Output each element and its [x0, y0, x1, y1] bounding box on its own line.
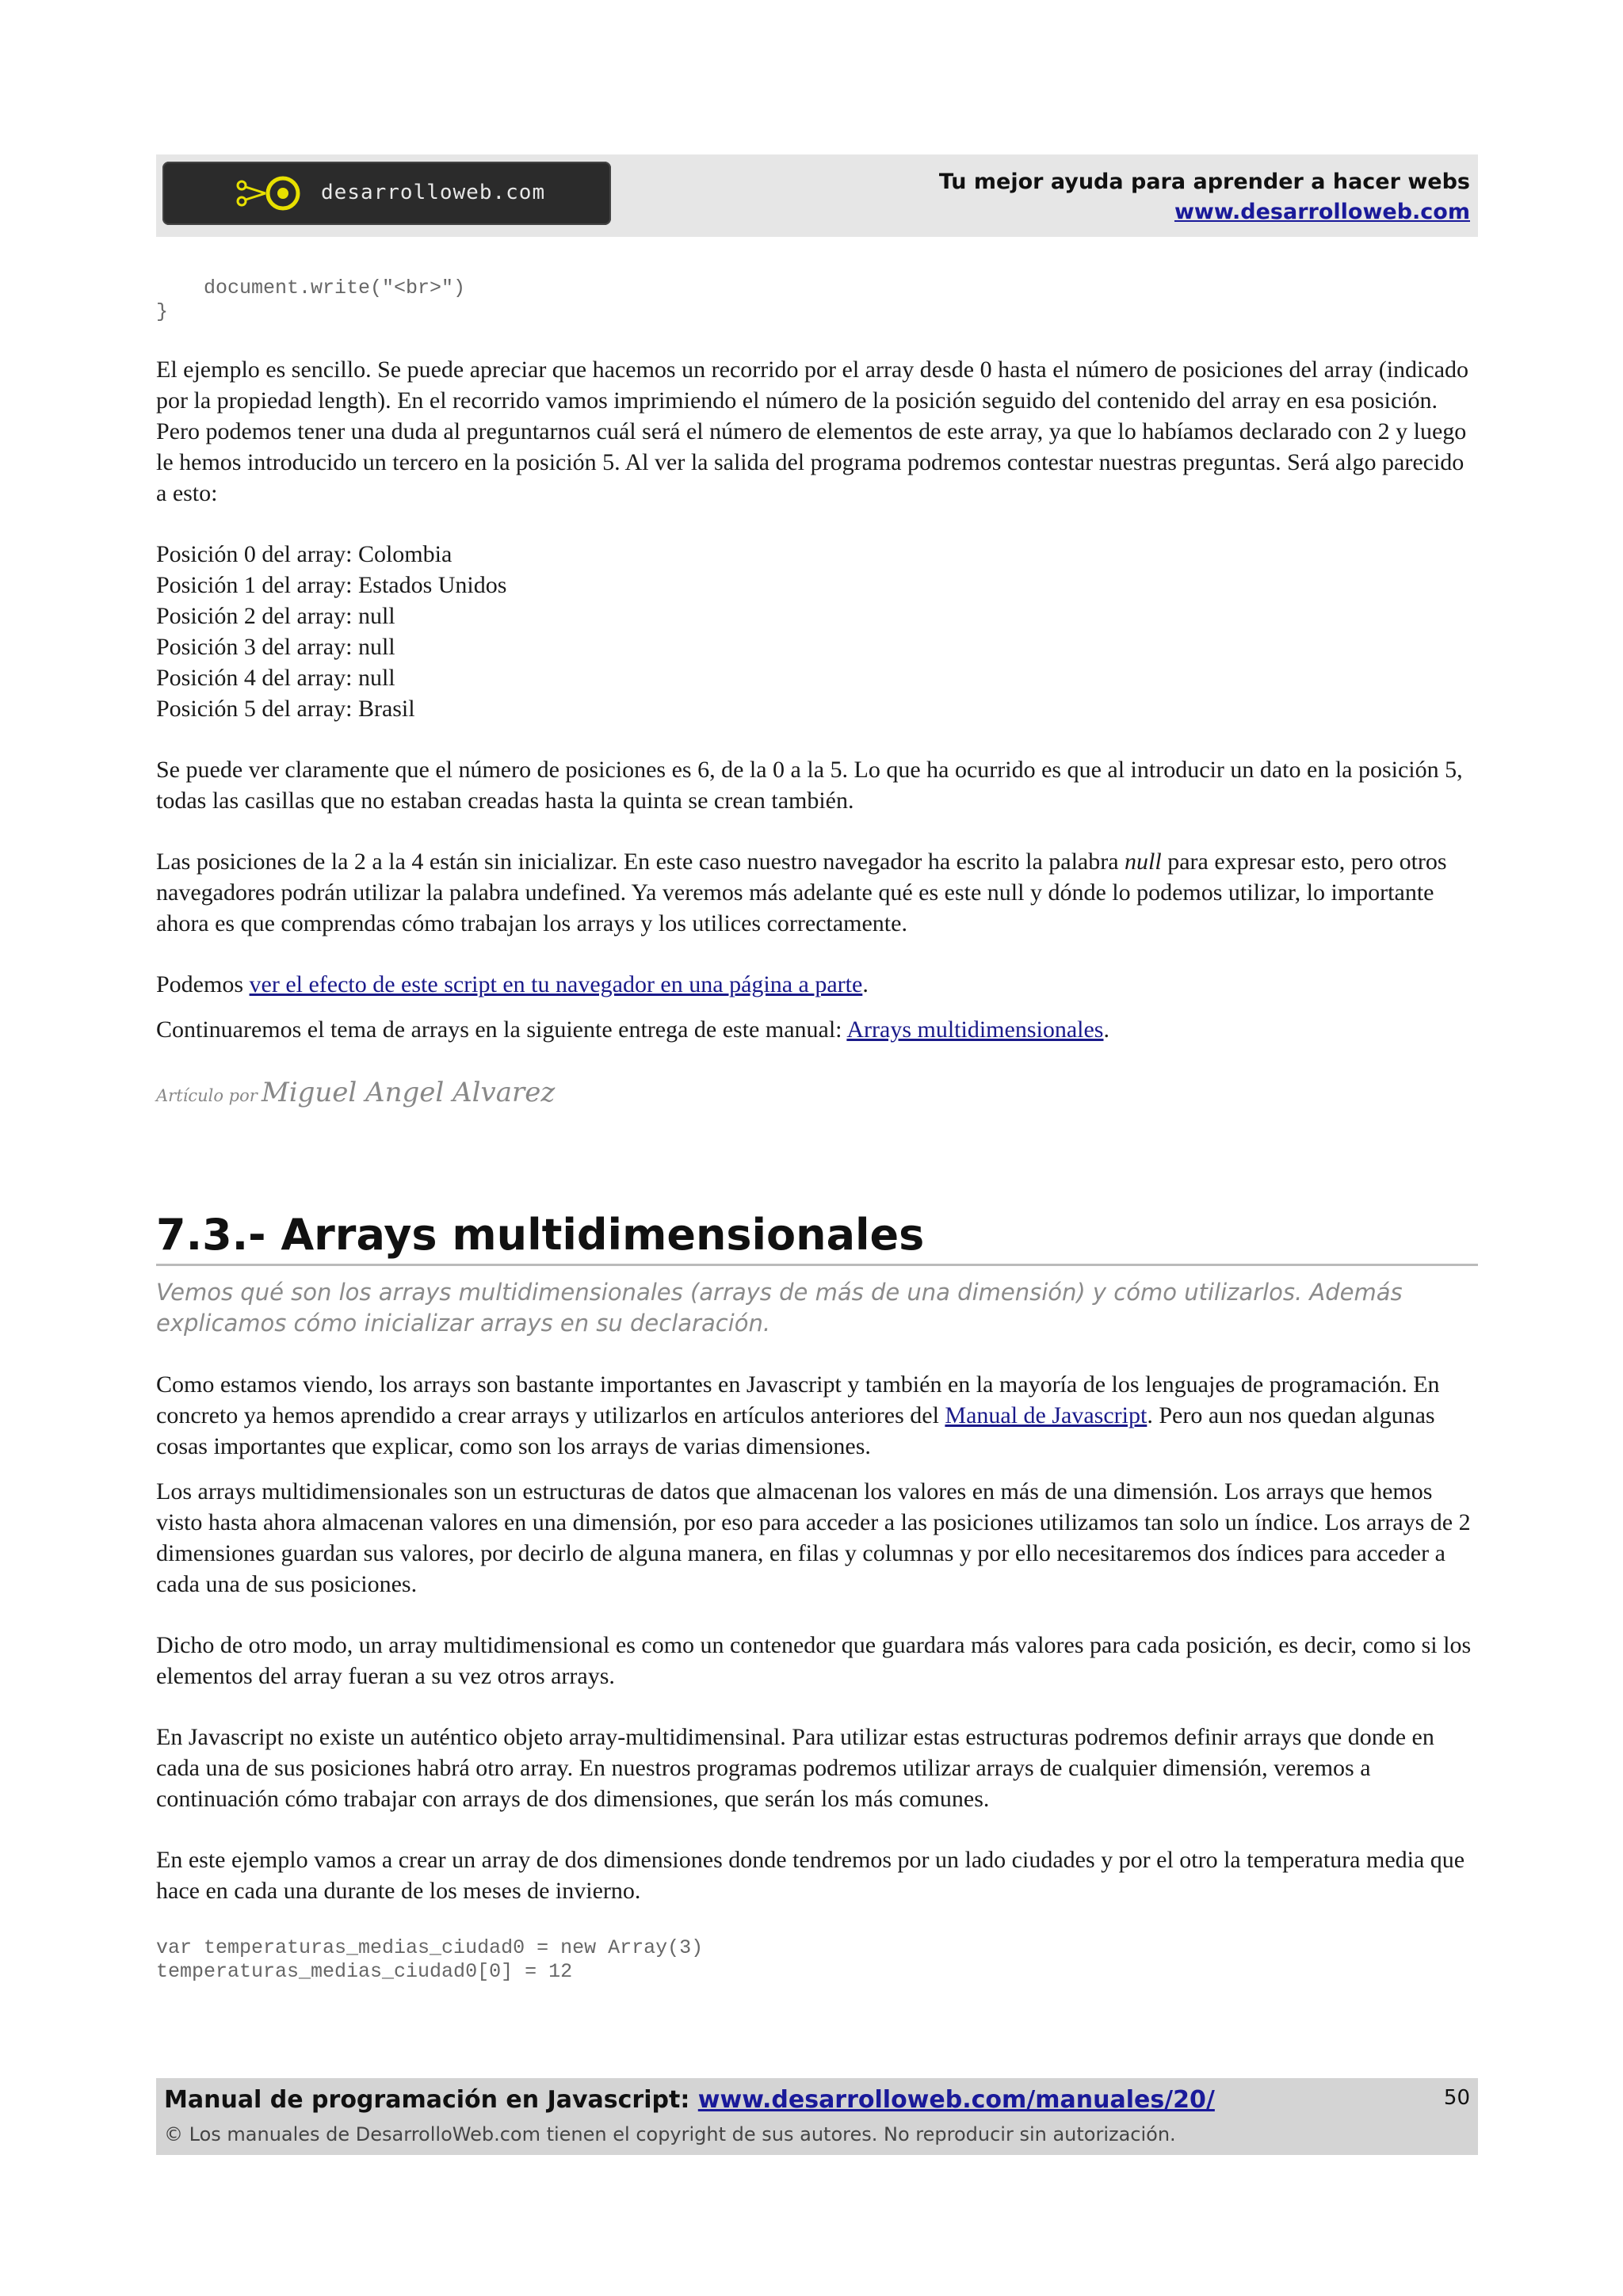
text-run: . Pero aun nos quedan algunas cosas importantes que explicar, como son los arrays de varias dimensiones. — [156, 1402, 1435, 1459]
text-run: Como estamos viendo, los arrays son bastante importantes en Javascript y también en la mayoría de los lenguajes de programación. En concreto ya hemos aprendido a crear arrays y utilizarlos en artículos anteriores del — [156, 1371, 1440, 1428]
site-url-link[interactable]: www.desarrolloweb.com — [1174, 200, 1470, 224]
code-block-bottom — [156, 1936, 1478, 1984]
arrays-multidimensionales-link[interactable]: Arrays multidimensionales — [846, 1016, 1104, 1043]
code-block-top — [156, 277, 1478, 324]
section-title: 7.3.- Arrays multidimensionales — [156, 1210, 1478, 1266]
paragraph — [156, 1014, 1478, 1045]
paragraph: Los arrays multidimensionales son un estructuras de datos que almacenan los valores en más de una dimensión. Los arrays que hemos visto hasta ahora almacenan valores en una dimensión, por eso para acceder a las posiciones utilizamos tan solo un índice. Los arrays de 2 dimensiones guardan sus valores, por decirlo de alguna manera, en filas y columnas y por ello necesitaremos dos índices para acceder a cada una de sus posiciones. — [156, 1478, 1471, 1597]
page-number: 50 — [1443, 2086, 1470, 2110]
paragraph: Se puede ver claramente que el número de posiciones es 6, de la 0 a la 5. Lo que ha ocurrido es que al introducir un dato en la posición 5, todas las casillas que no estaban creadas hasta la quinta se crean también. — [156, 757, 1463, 814]
paragraph: En Javascript no existe un auténtico objeto array-multidimensinal. Para utilizar estas estructuras podremos definir arrays que donde en cada una de sus posiciones habrá otro array. En nuestros programas podremos utilizar arrays de cualquier dimensión, veremos a continuación cómo trabajar con arrays de dos dimensiones, que serán los más comunes. — [156, 1724, 1434, 1812]
author-prefix: Artículo por — [156, 1086, 258, 1105]
text-run: . — [862, 971, 869, 997]
author-name: Miguel Angel Alvarez — [261, 1077, 556, 1108]
page-footer — [156, 2078, 1478, 2155]
list-item: Posición 4 del array: null — [156, 665, 395, 691]
site-logo[interactable] — [162, 162, 611, 225]
text-run: . — [1103, 1016, 1109, 1043]
paragraph: En este ejemplo vamos a crear un array de dos dimensiones donde tendremos por un lado ciudades y por el otro la temperatura media que hace en cada una durante de los meses de invierno. — [156, 1847, 1465, 1904]
header-tagline — [939, 167, 1470, 227]
footer-manual — [164, 2084, 1215, 2116]
text-run: Podemos — [156, 971, 250, 997]
footer-manual-label: Manual de programación en Javascript: — [164, 2086, 698, 2114]
code-line: temperaturas_medias_ciudad0[0] = 12 — [156, 1960, 573, 1983]
paragraph — [156, 969, 1478, 1000]
section-subtitle: Vemos qué son los arrays multidimensionales (arrays de más de una dimensión) y cómo utilizarlos. Además explicamos cómo inicializar arrays en su declaración. — [156, 1279, 1403, 1337]
code-line: var temperaturas_medias_ciudad0 = new Array(3) — [156, 1936, 704, 1959]
document-page — [156, 154, 1478, 1984]
list-item: Posición 2 del array: null — [156, 603, 395, 629]
logo-text: desarrolloweb.com — [321, 181, 546, 204]
paragraph: El ejemplo es sencillo. Se puede apreciar que hacemos un recorrido por el array desde 0 hasta el número de posiciones del array (indicado por la propiedad length). En el recorrido vamos imprimiendo el número de la posición seguido del contenido del array en esa posición. Pero podemos tener una duda al preguntarnos cuál será el número de elementos de este array, ya que lo habíamos declarado con 2 y luego le hemos introducido un tercero en la posición 5. Al ver la salida del programa podremos contestar nuestras preguntas. Será algo parecido a esto: — [156, 357, 1469, 506]
emphasis-null: null — [1125, 849, 1162, 875]
text-run: para expresar esto, pero otros navegadores podrán utilizar la palabra undefined. Ya veremos más adelante qué es este null y dónde lo podemos utilizar, lo importante ahora es que comprendas cómo trabajan los arrays y los utilices correctamente. — [156, 849, 1447, 936]
paragraph: Dicho de otro modo, un array multidimensional es como un contenedor que guardara más valores para cada posición, es decir, como si los elementos del array fueran a su vez otros arrays. — [156, 1632, 1472, 1689]
paragraph — [156, 1369, 1478, 1462]
output-list — [156, 539, 1478, 724]
tagline-text: Tu mejor ayuda para aprender a hacer webs — [938, 170, 1470, 194]
text-run: Continuaremos el tema de arrays en la siguiente entrega de este manual: — [156, 1016, 847, 1043]
list-item: Posición 0 del array: Colombia — [156, 541, 453, 567]
page-header — [156, 154, 1478, 237]
list-item: Posición 5 del array: Brasil — [156, 696, 415, 722]
code-line: document.write("<br>") — [156, 277, 466, 299]
paragraph — [156, 846, 1478, 939]
author-credit — [156, 1077, 1478, 1108]
text-run: Las posiciones de la 2 a la 4 están sin inicializar. En este caso nuestro navegador ha escrito la palabra — [156, 849, 1125, 875]
script-demo-link[interactable]: ver el efecto de este script en tu navegador en una página a parte — [249, 971, 863, 997]
footer-manual-link[interactable]: www.desarrolloweb.com/manuales/20/ — [697, 2086, 1215, 2114]
manual-javascript-link[interactable]: Manual de Javascript — [945, 1402, 1148, 1428]
list-item: Posición 3 del array: null — [156, 634, 395, 660]
footer-copyright: © Los manuales de DesarrolloWeb.com tienen el copyright de sus autores. No reproducir sin autorización. — [164, 2123, 1176, 2145]
list-item: Posición 1 del array: Estados Unidos — [156, 572, 507, 598]
code-line: } — [156, 300, 169, 323]
logo-mark-icon — [234, 176, 313, 211]
